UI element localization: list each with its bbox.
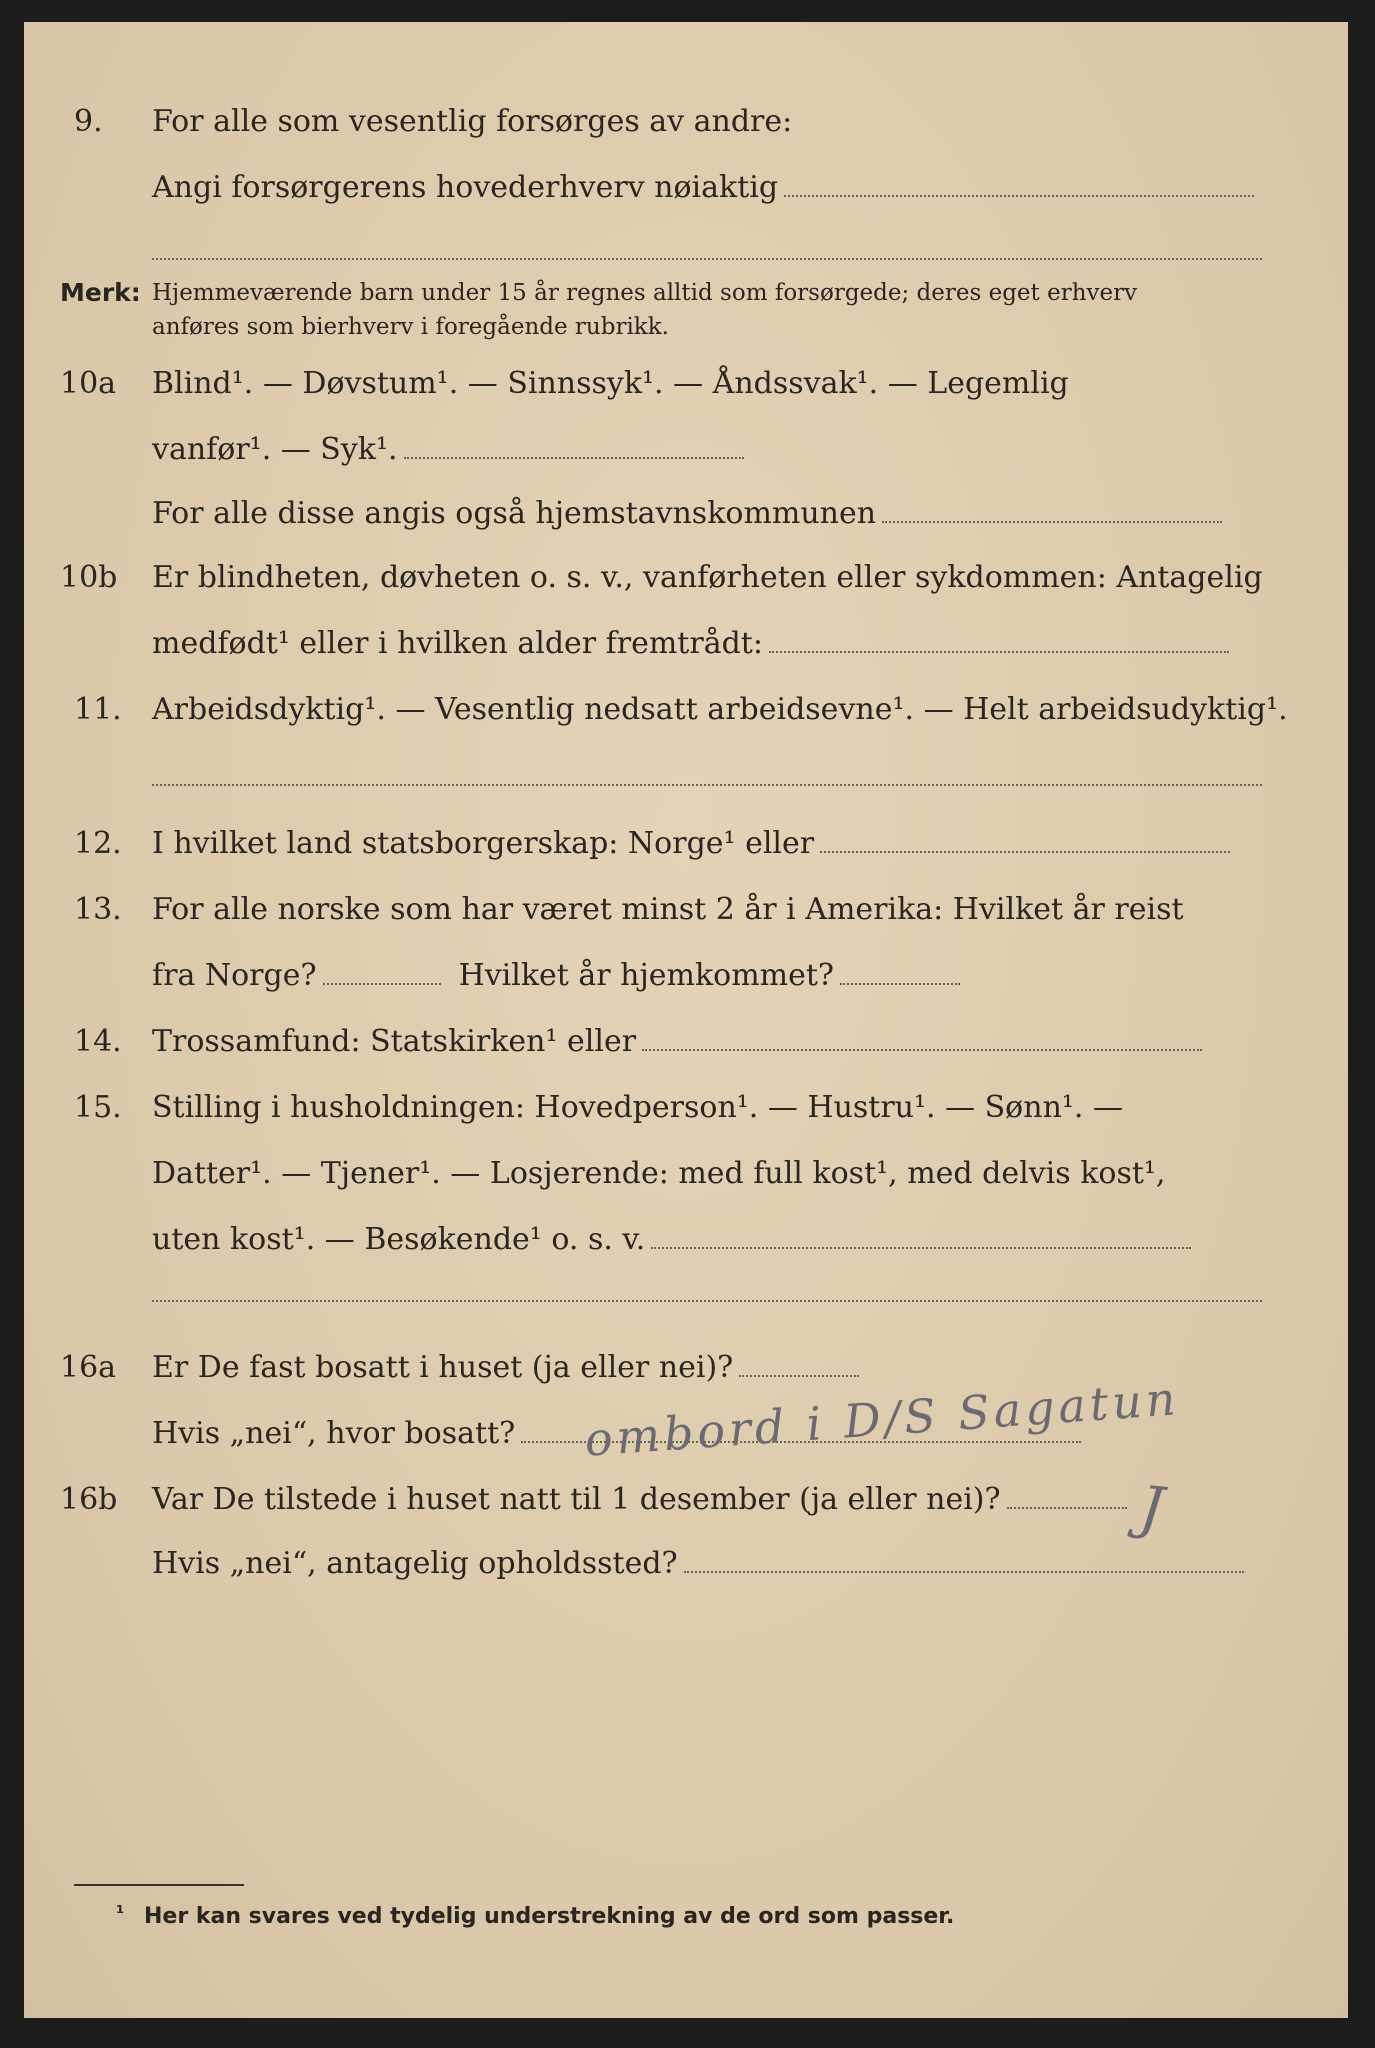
q15-answer-line[interactable] — [651, 1246, 1191, 1249]
q10a-line2-wrap — [152, 432, 744, 467]
q10a-kommune-line[interactable] — [882, 520, 1222, 523]
q15-line2: Datter¹. — Tjener¹. — Losjerende: med full kost¹, med delvis kost¹, — [152, 1156, 1166, 1191]
q16b-opholdssted-line[interactable] — [684, 1570, 1244, 1573]
q9-line2-wrap — [152, 170, 1254, 205]
q16a-number: 16a — [60, 1350, 117, 1385]
merk-label: Merk: — [60, 278, 141, 307]
q10a-number: 10a — [60, 366, 117, 401]
q12-answer-line[interactable] — [820, 850, 1230, 853]
q15-line3-wrap — [152, 1222, 1191, 1257]
q16a-line1-wrap — [152, 1350, 859, 1385]
q16b-line2: Hvis „nei“, antagelig opholdssted? — [152, 1546, 678, 1581]
q10b-line2: medfødt¹ eller i hvilken alder fremtrådt: — [152, 626, 763, 661]
q10b-line2-wrap — [152, 626, 1229, 661]
q16a-handwritten-answer: ombord i D/S Sagatun — [582, 1371, 1182, 1467]
q9-answer-line[interactable] — [784, 194, 1254, 197]
q13-reist-line[interactable] — [323, 982, 441, 985]
q12-line1-wrap — [152, 826, 1230, 861]
q15-line3: uten kost¹. — Besøkende¹ o. s. v. — [152, 1222, 646, 1257]
q16b-answer-line[interactable] — [1007, 1506, 1127, 1509]
q16b-line1-wrap — [152, 1482, 1127, 1517]
q15-number: 15. — [74, 1090, 122, 1125]
q14-number: 14. — [74, 1024, 122, 1059]
q15-line1: Stilling i husholdningen: Hovedperson¹. — Hustru¹. — Sønn¹. — — [152, 1090, 1123, 1125]
footnote-text: Her kan svares ved tydelig understrekning av de ord som passer. — [144, 1904, 955, 1929]
q13-number: 13. — [74, 892, 122, 927]
q10a-answer-line[interactable] — [404, 456, 744, 459]
q15-extra-line[interactable] — [152, 1300, 1262, 1302]
q9-number: 9. — [74, 104, 103, 139]
q16b-number: 16b — [60, 1482, 118, 1517]
q10a-line3: For alle disse angis også hjemstavnskommunen — [152, 496, 877, 531]
q13-hjemkommet-line[interactable] — [840, 982, 960, 985]
q9-extra-line[interactable] — [152, 258, 1262, 260]
q16a-answer-line[interactable] — [739, 1374, 859, 1377]
q16a-line1: Er De fast bosatt i huset (ja eller nei)? — [152, 1350, 734, 1385]
q13-line2a: fra Norge? — [152, 958, 317, 993]
footnote-rule — [74, 1884, 244, 1886]
q13-line2-wrap — [152, 958, 960, 993]
q13-line2b: Hvilket år hjemkommet? — [458, 958, 835, 993]
footnote-mark: ¹ — [116, 1902, 125, 1924]
q11-number: 11. — [74, 692, 122, 727]
q10a-line3-wrap — [152, 496, 1222, 531]
census-form-sheet — [24, 22, 1348, 2018]
q11-answer-line[interactable] — [152, 784, 1262, 786]
merk-line2: anføres som bierhverv i foregående rubrikk. — [152, 314, 669, 340]
q14-line1-wrap — [152, 1024, 1202, 1059]
q14-line1: Trossamfund: Statskirken¹ eller — [152, 1024, 637, 1059]
q11-line1: Arbeidsdyktig¹. — Vesentlig nedsatt arbeidsevne¹. — Helt arbeidsudyktig¹. — [152, 692, 1288, 727]
q16b-line1: Var De tilstede i huset natt til 1 desember (ja eller nei)? — [152, 1482, 1001, 1517]
q12-number: 12. — [74, 826, 122, 861]
q12-line1: I hvilket land statsborgerskap: Norge¹ eller — [152, 826, 815, 861]
q9-line2: Angi forsørgerens hovederhverv nøiaktig — [152, 170, 779, 205]
q10b-line1: Er blindheten, døvheten o. s. v., vanførheten eller sykdommen: Antagelig — [152, 560, 1263, 595]
q16b-handwritten-answer: J — [1136, 1472, 1171, 1544]
merk-line1: Hjemmeværende barn under 15 år regnes alltid som forsørgede; deres eget erhverv — [152, 280, 1138, 306]
q10a-line1: Blind¹. — Døvstum¹. — Sinnssyk¹. — Åndssvak¹. — Legemlig — [152, 366, 1069, 401]
q9-line1: For alle som vesentlig forsørges av andre: — [152, 104, 793, 139]
q16b-line2-wrap — [152, 1546, 1244, 1581]
q14-answer-line[interactable] — [642, 1048, 1202, 1051]
q13-line1: For alle norske som har været minst 2 år i Amerika: Hvilket år reist — [152, 892, 1184, 927]
q10b-number: 10b — [60, 560, 118, 595]
q16a-line2: Hvis „nei“, hvor bosatt? — [152, 1416, 516, 1451]
q10a-line2: vanfør¹. — Syk¹. — [152, 432, 398, 467]
q10b-answer-line[interactable] — [769, 650, 1229, 653]
